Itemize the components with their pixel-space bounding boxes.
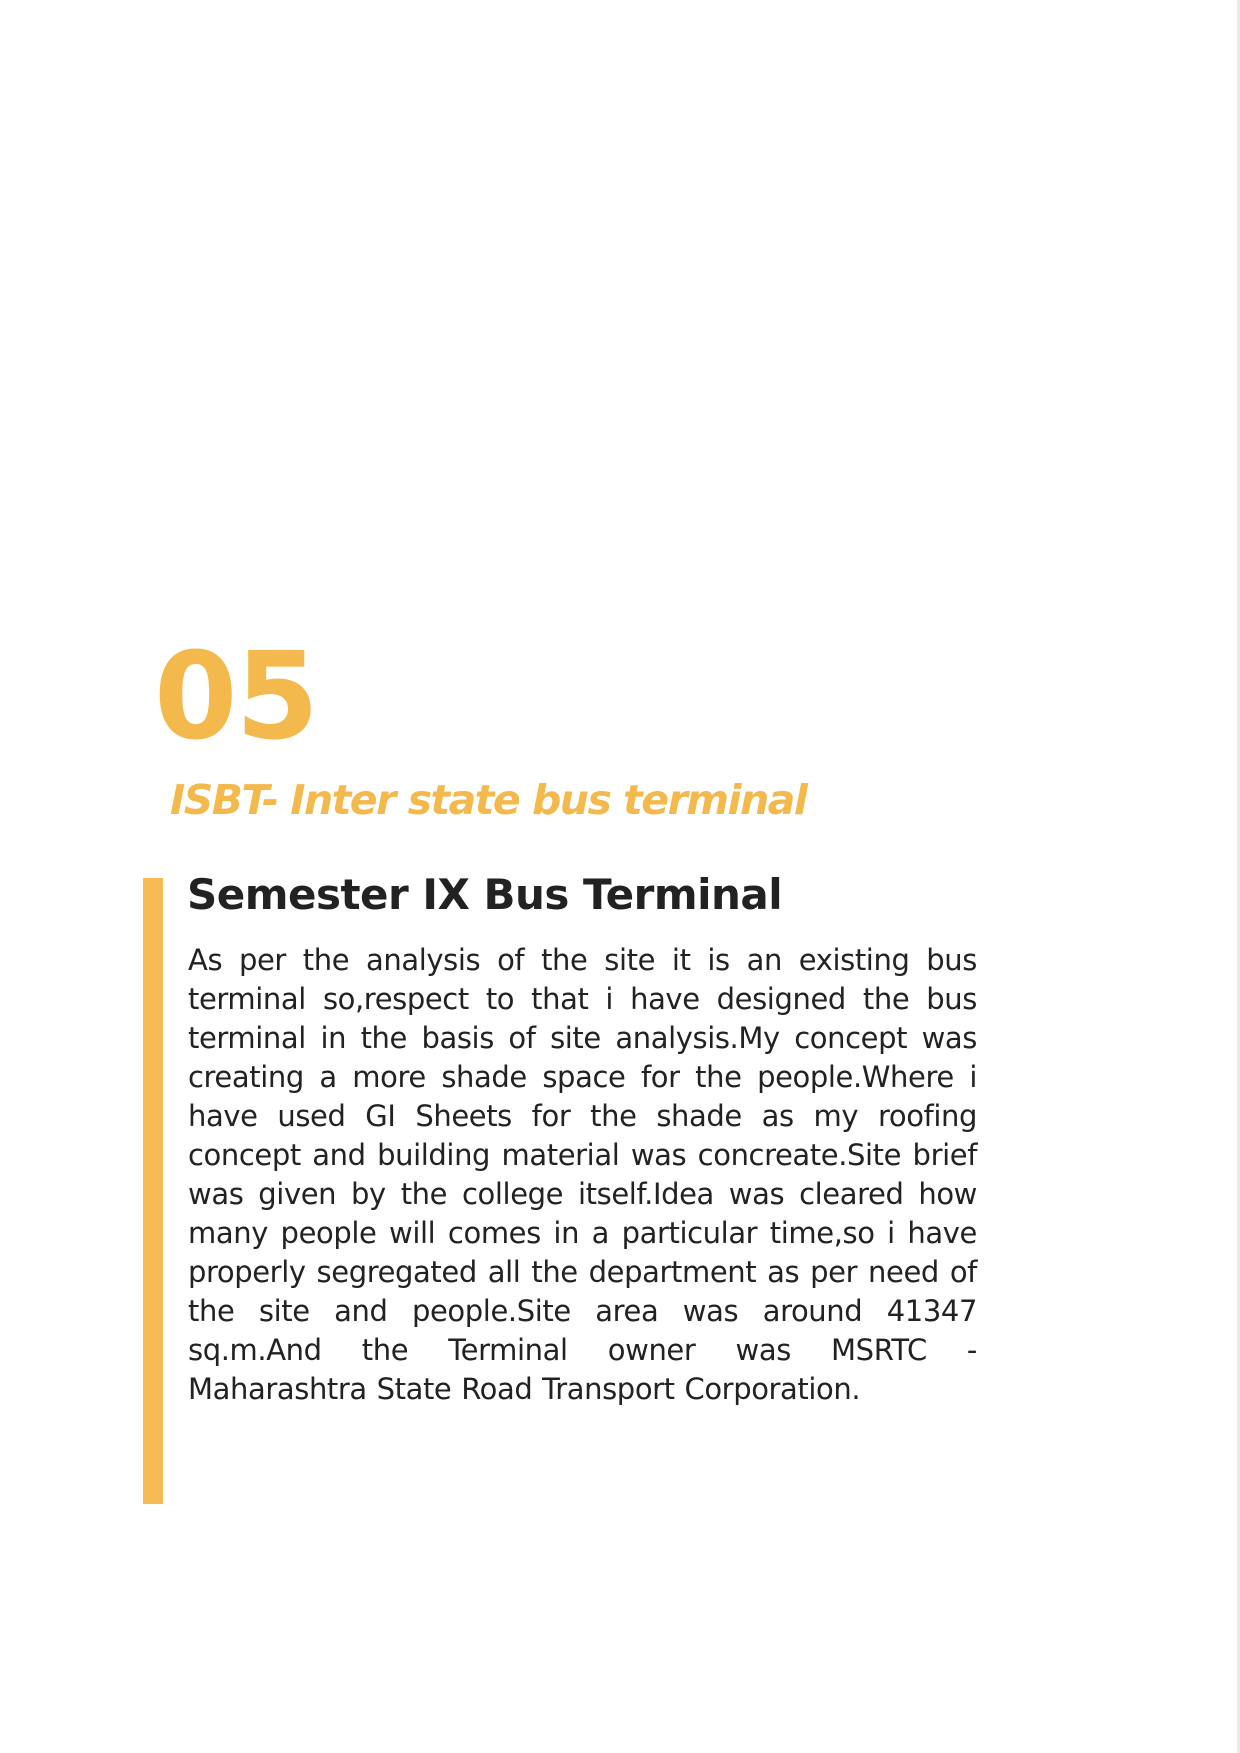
project-subtitle: Semester IX Bus Terminal: [187, 870, 783, 919]
section-title: ISBT- Inter state bus terminal: [170, 776, 807, 824]
accent-bar: [143, 878, 163, 1504]
section-number: 05: [154, 628, 317, 767]
project-description: As per the analysis of the site it is an existing bus terminal so,respect to that i have designed the bus terminal in the basis of site analysis.My concept was creating a more shade space for the people.Where i have used GI Sheets for the shade as my roofing concept and building material was concreate.Site brief was given by the college itself.Idea was cleared how many people will comes in a particular time,so i have properly segregated all the department as per need of the site and people.Site area was around 41347 sq.m.And the Terminal owner was MSRTC - Maharashtra State Road Transport Corporation.: [188, 943, 977, 1406]
